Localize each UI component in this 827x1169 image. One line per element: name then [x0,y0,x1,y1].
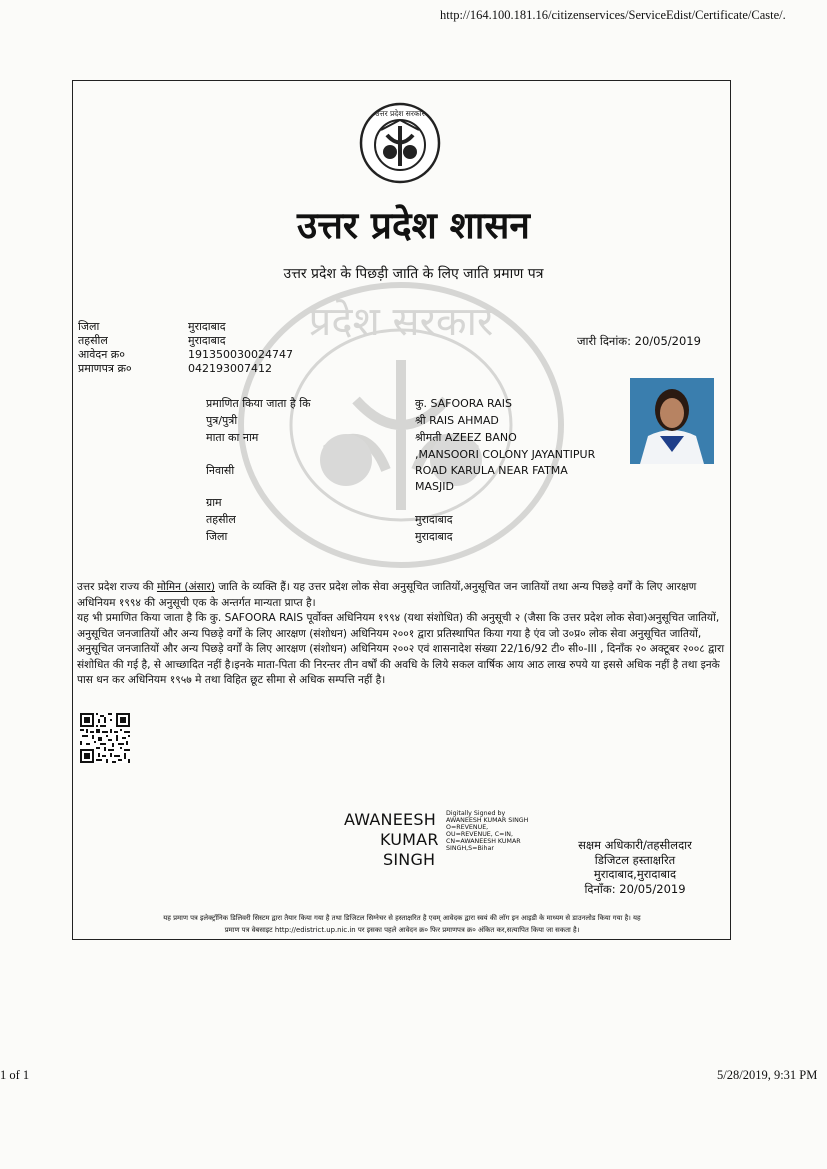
tehsil-value: मुरादाबाद [415,513,453,526]
authority-date: दिनाँक: 20/05/2019 [584,881,686,896]
qr-code [80,713,130,763]
mother-label: माता का नाम [206,431,259,444]
applicant-photo [630,378,714,464]
meta-label-district: जिला [78,320,100,333]
income-paragraph: यह भी प्रमाणित किया जाता है कि कु. SAFOORA RAIS पूर्वोक्त अधिनियम १९९४ (यथा संशोधित) की अनुसूची २ (जैसा कि उत्तर प्रदेश लोक सेवा)अनुसूचित जातियों, अनुसूचित जनजातियों और अन्य पिछड़े वर्गों के लिए आरक्षण (संशोधन) अधिनियम २००१ द्वारा प्रतिस्थापित किया गया है एंव जो उ०प्र० लोक सेवा अनुसूचित जातियों, अनुसूचित जनजातियों और अन्य पिछड़े वर्गों के लिए आरक्षण (संशोधन) अधिनियम २००२ एवं शासनादेश संख्या 22/16/92 टी० सी०-III , दिनाँक २० अक्टूबर २००८ द्वारा संशोधित की गई है, से आच्छादित नहीं है।इनके माता-पिता की निरन्तर तीन वर्षों की अवधि के लिये सकल वार्षिक आय आठ लाख रुपये या इससे अधिक नहीं है तथा इनके पास धन कर अधिनियम १९५७ मे तथा विहित छूट सीमा से अधिक सम्पत्ति नहीं है। [77,612,725,686]
signing-authority [565,838,705,896]
signer-name-line-2: KUMAR [380,830,439,849]
tehsil-label: तहसील [206,513,236,526]
meta-label-certificate-no: प्रमाणपत्र क्र० [78,362,132,375]
emblem-watermark-icon [236,280,566,570]
parent-label: पुत्र/पुत्री [206,414,238,427]
verification-footnote [76,912,728,936]
issue-date: जारी दिनांक: 20/05/2019 [577,334,701,348]
signer-name-line-1: AWANEESH [344,810,436,829]
applicant-name: कु. SAFOORA RAIS [415,397,512,410]
meta-label-application-no: आवेदन क्र० [78,348,125,361]
resident-label: निवासी [206,464,235,477]
up-government-emblem-icon [359,102,441,184]
address-line-2: ROAD KARULA NEAR FATMA [415,464,568,477]
authority-digital: डिजिटल हस्ताक्षरित [594,852,676,867]
page-count: 1 of 1 [0,1068,30,1082]
address-line-3: MASJID [415,480,454,493]
caste-paragraph-part2: जाति के व्यक्ति हैं। यह उत्तर प्रदेश लोक सेवा अनुसूचित जातियों,अनुसूचित जन जातियों तथा अन्य पिछड़े वर्गों के लिए आरक्षण अधिनियम १९९४ की अनुसूची एक के अन्तर्गत मान्यता प्राप्त है। [77,581,697,609]
district-label: जिला [206,530,228,543]
village-label: ग्राम [206,496,222,509]
meta-value-district: मुरादाबाद [188,320,226,333]
certificate-subtitle: उत्तर प्रदेश के पिछड़ी जाति के लिए जाति प्रमाण पत्र [283,266,544,282]
meta-value-tehsil: मुरादाबाद [188,334,226,347]
meta-label-tehsil: तहसील [78,334,108,347]
footnote-line-2: प्रमाण पत्र वेबसाइट http://edistrict.up.nic.in पर इसका पहले आवेदन क्र० फिर प्रमाणपत्र क्र० अंकित कर,सत्यापित किया जा सकता है। [224,926,580,934]
father-name: श्री RAIS AHMAD [415,414,499,427]
page-title: उत्तर प्रदेश शासन [297,203,530,247]
watermark-text: प्रदेश सरकार [308,299,494,345]
digital-signature-details: Digitally Signed by AWANEESH KUMAR SINGH O=REVENUE, OU=REVENUE, C=IN, CN=AWANEESH KUMAR SINGH,S=Bihar [446,810,529,852]
authority-location: मुरादाबाद,मुरादाबाद [593,867,677,881]
caste-paragraph [77,580,725,611]
meta-value-certificate-no: 042193007412 [188,362,272,375]
certify-label: प्रमाणित किया जाता है कि [206,397,311,410]
emblem-text: उत्तर प्रदेश सरकार [375,109,425,118]
page-url: http://164.100.181.16/citizenservices/ServiceEdist/Certificate/Caste/. [440,8,786,22]
signer-name-line-3: SINGH [383,850,436,869]
digital-signature [340,810,540,870]
caste-paragraph-part1: उत्तर प्रदेश राज्य की [77,581,157,593]
print-timestamp: 5/28/2019, 9:31 PM [717,1068,818,1082]
address-line-1: ,MANSOORI COLONY JAYANTIPUR [415,448,596,461]
certificate-body [77,580,725,689]
meta-value-application-no: 191350030024747 [188,348,293,361]
district-value: मुरादाबाद [415,530,453,543]
caste-name: मोमिन (अंसार) [156,581,215,593]
mother-name: श्रीमती AZEEZ BANO [415,431,517,444]
footnote-line-1: यह प्रमाण पत्र इलेक्ट्रॉनिक डिलिवरी सिस्टम द्वारा तैयार किया गया है तथा डिजिटल सिग्नेचर से हस्ताक्षरित है एवम् आवेदक द्वारा स्वयं की लॉग इन आइडी के माध्यम से डाउनलोड किया गया है। यह [163,914,641,922]
authority-title: सक्षम अधिकारी/तहसीलदार [578,838,692,852]
